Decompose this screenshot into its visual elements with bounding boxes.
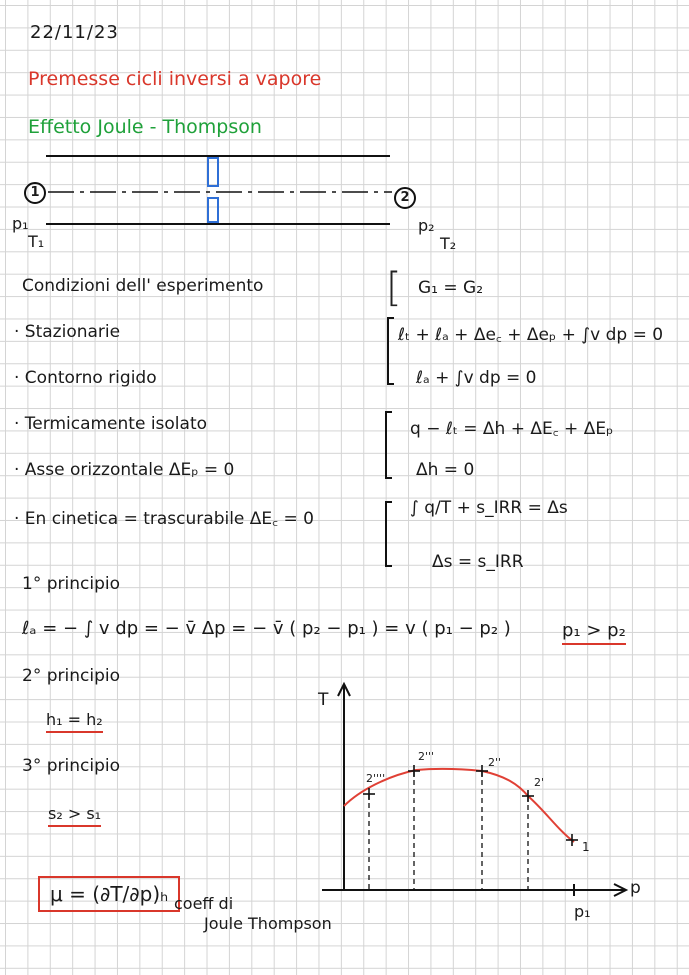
condition-item: · Asse orizzontale ΔEₚ = 0: [14, 460, 235, 480]
eq-energy-2: ℓₐ + ∫v dp = 0: [416, 368, 537, 388]
label-t2: T₂: [440, 234, 457, 253]
condition-item: · Contorno rigido: [14, 368, 157, 388]
title-red: Premesse cicli inversi a vapore: [28, 68, 322, 90]
point-label: 1: [582, 840, 590, 854]
third-principle-label: 3° principio: [22, 756, 120, 776]
jt-caption-1: coeff di: [174, 894, 234, 913]
conditions-heading: Condizioni dell' esperimento: [22, 276, 264, 296]
pressure-condition: p₁ > p₂: [562, 620, 626, 645]
date: 22/11/23: [30, 22, 119, 43]
node-2: 2: [394, 187, 416, 209]
label-p2: p₂: [418, 216, 435, 235]
point-label: 2'': [488, 756, 502, 769]
condition-item: · Termicamente isolato: [14, 414, 208, 434]
bracket-icon: [: [386, 265, 402, 311]
point-label: 2'''': [366, 772, 386, 785]
first-principle-label: 1° principio: [22, 574, 120, 594]
jt-caption-2: Joule Thompson: [204, 914, 332, 933]
label-t1: T₁: [28, 232, 45, 251]
chart-x-label: p: [630, 878, 641, 898]
eq-first-law-2: Δh = 0: [416, 460, 475, 480]
condition-item: · Stazionarie: [14, 322, 121, 342]
jt-coefficient-box: μ = (∂T/∂p)ₕ: [38, 876, 180, 912]
chart-y-label: T: [318, 690, 329, 710]
eq-mass-flow: G₁ = G₂: [418, 278, 484, 298]
eq-energy-1: ℓₜ + ℓₐ + Δe꜀ + Δeₚ + ∫v dp = 0: [398, 325, 664, 345]
eq-entropy-2: Δs = s_IRR: [432, 552, 524, 572]
title-green: Effetto Joule - Thompson: [28, 116, 262, 138]
point-label: 2''': [418, 750, 435, 763]
eq-first-law-1: q − ℓₜ = Δh + ΔE꜀ + ΔEₚ: [410, 419, 614, 439]
node-1: 1: [24, 182, 46, 204]
second-principle-label: 2° principio: [22, 666, 120, 686]
condition-item: · En cinetica = trascurabile ΔE꜀ = 0: [14, 509, 314, 529]
third-principle-eq: s₂ > s₁: [48, 804, 101, 827]
point-label: 2': [534, 776, 545, 789]
first-principle-eq: ℓₐ = − ∫ v dp = − v̄ Δp = − v̄ ( p₂ − p₁ ) = v ( p₁ − p₂ ): [22, 618, 511, 639]
chart-x-tick-label: p₁: [574, 902, 591, 921]
label-p1: p₁: [12, 214, 29, 233]
eq-entropy-1: ∫ q/T + s_IRR = Δs: [410, 498, 568, 518]
second-principle-eq: h₁ = h₂: [46, 710, 103, 733]
